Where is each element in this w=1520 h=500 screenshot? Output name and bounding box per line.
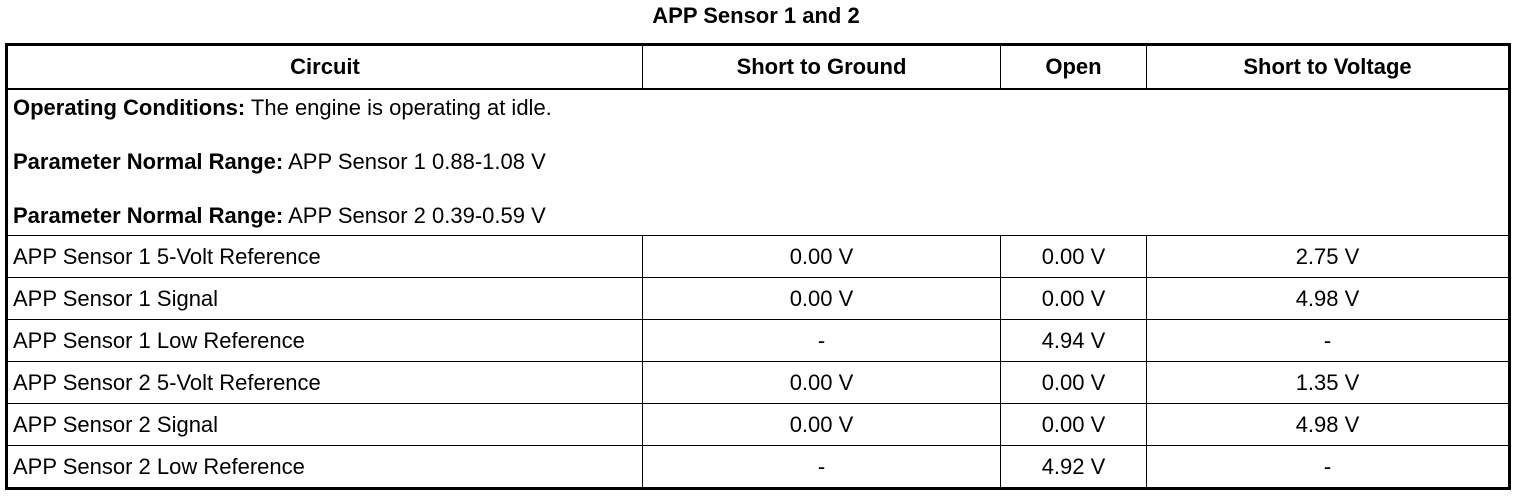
short-to-ground-cell: -: [643, 320, 1001, 362]
short-to-voltage-cell: -: [1147, 320, 1510, 362]
circuit-cell: APP Sensor 1 5-Volt Reference: [7, 236, 643, 278]
short-to-voltage-cell: -: [1147, 446, 1510, 489]
circuit-cell: APP Sensor 2 Signal: [7, 404, 643, 446]
short-to-voltage-cell: 4.98 V: [1147, 278, 1510, 320]
column-header-short-to-voltage: Short to Voltage: [1147, 45, 1510, 90]
table-row: [7, 362, 1510, 404]
condition-label: Operating Conditions:: [13, 95, 246, 120]
parameter-range-sensor-1: [13, 148, 1503, 175]
circuit-cell: APP Sensor 2 Low Reference: [7, 446, 643, 489]
operating-conditions: [13, 94, 1503, 121]
circuit-cell: APP Sensor 1 Low Reference: [7, 320, 643, 362]
circuit-cell: APP Sensor 2 5-Volt Reference: [7, 362, 643, 404]
condition-label: Parameter Normal Range:: [13, 149, 284, 174]
circuit-cell: APP Sensor 1 Signal: [7, 278, 643, 320]
condition-text: APP Sensor 1 0.88-1.08 V: [283, 149, 546, 174]
table-body: [7, 236, 1510, 489]
short-to-ground-cell: 0.00 V: [643, 404, 1001, 446]
open-cell: 0.00 V: [1001, 278, 1147, 320]
open-cell: 0.00 V: [1001, 236, 1147, 278]
conditions-cell: [7, 89, 1510, 236]
short-to-voltage-cell: 2.75 V: [1147, 236, 1510, 278]
table-row: [7, 404, 1510, 446]
short-to-ground-cell: 0.00 V: [643, 362, 1001, 404]
table-header-row: [7, 45, 1510, 90]
short-to-ground-cell: 0.00 V: [643, 236, 1001, 278]
table-row: [7, 278, 1510, 320]
short-to-ground-cell: -: [643, 446, 1001, 489]
circuit-test-table: [5, 43, 1511, 490]
column-header-open: Open: [1001, 45, 1147, 90]
open-cell: 4.94 V: [1001, 320, 1147, 362]
table-row: [7, 320, 1510, 362]
open-cell: 4.92 V: [1001, 446, 1147, 489]
open-cell: 0.00 V: [1001, 362, 1147, 404]
short-to-voltage-cell: 1.35 V: [1147, 362, 1510, 404]
column-header-circuit: Circuit: [7, 45, 643, 90]
short-to-voltage-cell: 4.98 V: [1147, 404, 1510, 446]
condition-text: APP Sensor 2 0.39-0.59 V: [283, 203, 546, 228]
short-to-ground-cell: 0.00 V: [643, 278, 1001, 320]
column-header-short-to-ground: Short to Ground: [643, 45, 1001, 90]
conditions-row: [7, 89, 1510, 236]
open-cell: 0.00 V: [1001, 404, 1147, 446]
condition-label: Parameter Normal Range:: [13, 203, 284, 228]
page-title: APP Sensor 1 and 2: [652, 3, 860, 28]
condition-text: The engine is operating at idle.: [245, 95, 552, 120]
table-row: [7, 446, 1510, 489]
parameter-range-sensor-2: [13, 202, 1503, 229]
table-row: [7, 236, 1510, 278]
